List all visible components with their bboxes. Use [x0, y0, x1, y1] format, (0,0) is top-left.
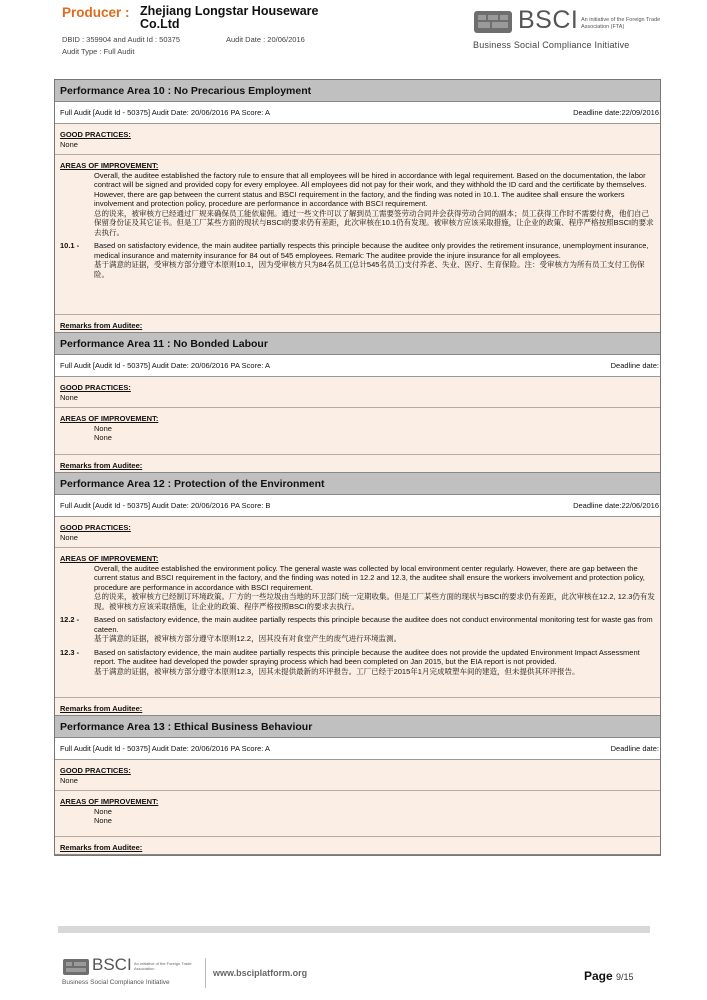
pa10-overall — [60, 171, 655, 238]
pa10-item-10-1 — [60, 241, 655, 279]
report-table — [54, 79, 661, 856]
pa10-title: Performance Area 10 : No Precarious Employment — [55, 80, 660, 102]
item-text-en: Based on satisfactory evidence, the main auditee partially respects this principle because the auditee does not provide the updated Environment Impact Assessment report. The auditee had developed the powder spraying process which had been completed on Jan 2015, but the EIA report is not provided. — [94, 647, 640, 666]
footer-logo-tagline: Business Social Compliance Initiative — [62, 979, 170, 986]
footer-url[interactable]: www.bsciplatform.org — [213, 968, 308, 978]
improvement-heading: AREAS OF IMPROVEMENT: — [60, 797, 159, 806]
item-text-cn: 基于满意的证据，受审核方部分遵守本原则10.1，因为受审核方只为84名员工(总计545名员工)支付养老、失业、医疗、生育保险。注：受审核方为所有员工支付工伤保险。 — [94, 260, 645, 279]
pa11-good-practices — [55, 377, 660, 408]
good-practices-value: None — [60, 392, 78, 402]
pa11-deadline: Deadline date: — [610, 361, 659, 370]
page-value: 9/15 — [616, 972, 634, 982]
good-practices-heading: GOOD PRACTICES: — [60, 383, 131, 392]
pa13-audit-line: Full Audit [Audit Id - 50375] Audit Date: 20/06/2016 PA Score: A — [60, 744, 270, 753]
pa10-overall-cn: 总的说来，被审核方已经通过厂规来确保员工能依雇佣。通过一些文件可以了解到员工需要签劳动合同并会获得劳动合同的副本；员工获得工作时不需要付费，他们自己保留身份证及其它证书。但是工厂某些方面的现状与BSCI的要求仍有差距，此次审核在10.1仍有发现。被审核方应该采取措施，让企业的政策、程序严格按照BSCI的要求去执行。 — [94, 208, 654, 237]
pa13-title: Performance Area 13 : Ethical Business Behaviour — [55, 716, 660, 738]
improvement-heading: AREAS OF IMPROVEMENT: — [60, 161, 159, 170]
footer-separator — [205, 958, 206, 988]
audit-date: Audit Date : 20/06/2016 — [226, 35, 305, 44]
improvement-heading: AREAS OF IMPROVEMENT: — [60, 414, 159, 423]
item-number: 12.2 - — [60, 615, 80, 624]
item-text-en: Based on satisfactory evidence, the main auditee partially respects this principle because the auditee does not conduct environmental monitoring test for waste gas from cateen. — [94, 615, 653, 634]
globe-icon — [472, 7, 514, 37]
footer-logo-subtext: An initiative of the Foreign Trade Association — [134, 961, 192, 971]
pa12-item-12-2 — [60, 615, 655, 644]
pa11-audit-line: Full Audit [Audit Id - 50375] Audit Date: 20/06/2016 PA Score: A — [60, 361, 270, 370]
pa12-title: Performance Area 12 : Protection of the Environment — [55, 473, 660, 495]
improvement-value: None — [94, 816, 112, 825]
page-label: Page — [584, 969, 613, 983]
pa12-deadline: Deadline date:22/06/2016 — [573, 501, 659, 510]
pa10-deadline: Deadline date:22/09/2016 — [573, 108, 659, 117]
pa12-overall — [60, 564, 655, 612]
pa11-remarks: Remarks from Auditee: — [55, 455, 660, 473]
pa13-audit-row — [55, 738, 660, 760]
pa12-remarks: Remarks from Auditee: — [55, 698, 660, 716]
pa12-good-practices — [55, 517, 660, 548]
pa10-improvement — [55, 155, 660, 315]
globe-icon — [62, 956, 90, 978]
pa12-overall-cn: 总的说来，被审核方已经制订环境政策。厂方的一些垃圾由当地的环卫部门统一定期收集。但是工厂某些方面的现状与BSCI的要求仍有差距，此次审核在12.2, 12.3仍有发现。被审核方应该采取措施，让企业的政策、程序严格按照BSCI的要求去执行。 — [94, 592, 655, 611]
good-practices-value: None — [60, 775, 78, 785]
producer-name: Zhejiang Longstar Houseware Co.Ltd — [140, 4, 319, 31]
pa10-overall-en: Overall, the auditee established the factory rule to ensure that all employees will be hired in accordance with legal requirement. Based on the documentation, the labor contract will be signed and provided copy for every employee. All employees did not pay for their work, and they withhold the ID card and the certificate by themselves. However, there are gap between the current status and BSCI requirement in the factory, and the finding was noted in 10.1. The auditee shall ensure the workers involvement and protection policy, procedure are performance in accordance with BSCI requirement. — [94, 170, 647, 208]
pa13-remarks: Remarks from Auditee: — [55, 837, 660, 855]
pa13-improvement — [55, 791, 660, 837]
dbid-audit-id: DBID : 359904 and Audit Id : 50375 — [62, 35, 181, 44]
item-text-cn: 基于满意的证据，被审核方部分遵守本原则12.2，因其没有对食堂产生的废气进行环境监测。 — [94, 634, 402, 643]
item-text-en: Based on satisfactory evidence, the main auditee partially respects this principle because the auditee only provides the retirement insurance, unemployment insurance, medical insurance and maternity insurance for 84 out of 545 employees. Remark: The auditee provide the injure insurance for all employees. — [94, 241, 649, 260]
pa13-good-practices — [55, 760, 660, 791]
logo-tagline: Business Social Compliance Initiative — [473, 40, 630, 50]
bsci-logo — [472, 6, 662, 52]
audit-type: Audit Type : Full Audit — [62, 47, 135, 56]
improvement-value: None — [94, 806, 112, 816]
pa11-title: Performance Area 11 : No Bonded Labour — [55, 333, 660, 355]
item-number: 12.3 - — [60, 647, 80, 657]
report-header — [0, 0, 707, 70]
good-practices-heading: GOOD PRACTICES: — [60, 766, 131, 775]
pa12-overall-en: Overall, the auditee established the environment policy. The general waste was collected by local environment center regularly. However, there are gap between the current status and BSCI requirement in the factory, and the finding was noted in 12.2 and 12.3, the auditee shall ensure the workers involvement and protection policy, procedure are performance in accordance with BSCI requirement. — [94, 563, 645, 592]
footer-bsci-logo — [62, 955, 202, 991]
pa12-improvement — [55, 548, 660, 698]
pa11-improvement — [55, 408, 660, 455]
good-practices-heading: GOOD PRACTICES: — [60, 130, 131, 139]
pa10-audit-line: Full Audit [Audit Id - 50375] Audit Date: 20/06/2016 PA Score: A — [60, 108, 270, 117]
pa13-deadline: Deadline date: — [610, 744, 659, 753]
improvement-value: None — [94, 423, 112, 433]
footer-logo-text: BSCI — [92, 955, 132, 974]
pa10-remarks: Remarks from Auditee: — [55, 315, 660, 333]
item-text-cn: 基于满意的证据，被审核方部分遵守本原则12.3，因其未提供最新的环评报告。工厂已经于2015年1月完成喷塑车间的建造，但未提供其环评报告。 — [94, 666, 580, 676]
producer-label: Producer : — [62, 5, 130, 20]
pa10-audit-row — [55, 102, 660, 124]
logo-subtext: An initiative of the Foreign Trade Association (FTA) — [581, 17, 661, 30]
good-practices-value: None — [60, 532, 78, 542]
item-number: 10.1 - — [60, 241, 80, 250]
page-number — [584, 969, 634, 983]
pa10-good-practices — [55, 124, 660, 155]
improvement-value: None — [94, 433, 112, 442]
good-practices-value: None — [60, 139, 78, 149]
improvement-heading: AREAS OF IMPROVEMENT: — [60, 554, 159, 563]
pa12-audit-line: Full Audit [Audit Id - 50375] Audit Date: 20/06/2016 PA Score: B — [60, 501, 271, 510]
pa12-item-12-3 — [60, 648, 655, 677]
pa11-audit-row — [55, 355, 660, 377]
logo-text: BSCI — [518, 6, 579, 34]
pa12-audit-row — [55, 495, 660, 517]
good-practices-heading: GOOD PRACTICES: — [60, 523, 131, 532]
footer-divider-bar — [58, 926, 650, 933]
